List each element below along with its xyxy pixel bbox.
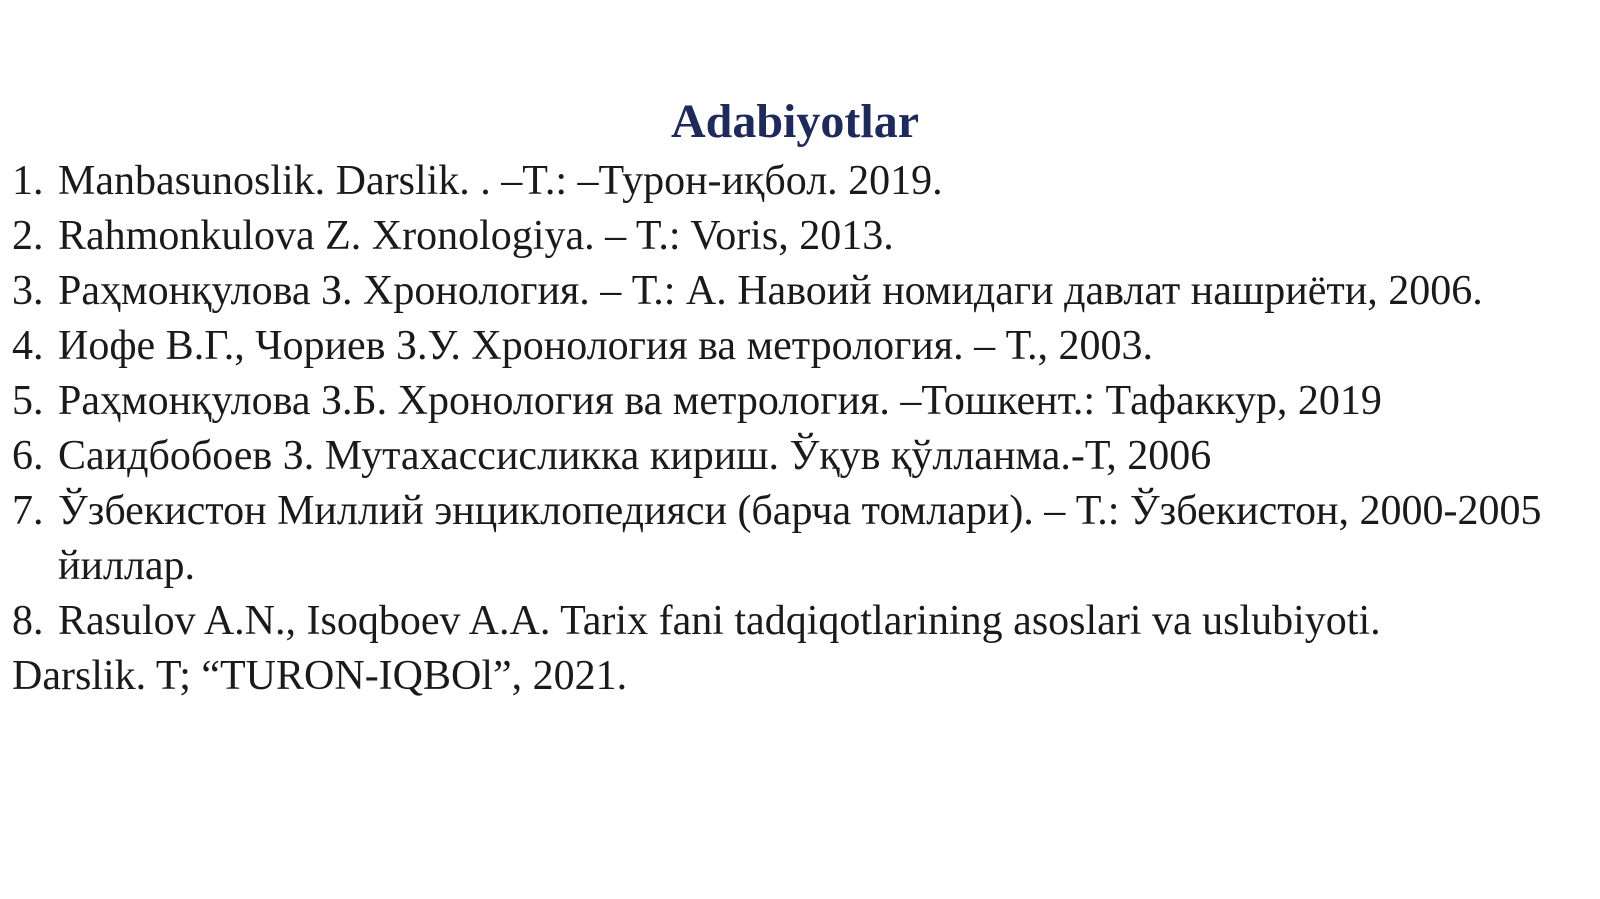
list-item-text: Ўзбекистон Миллий энциклопедияси (барча томлари). – Т.: Ўзбекистон, 2000-2005 йиллар.: [58, 488, 1542, 589]
list-item: [12, 209, 1582, 264]
list-item: [12, 264, 1582, 319]
list-item-text: Раҳмонқулова З. Хронология. – Т.: А. Навоий номидаги давлат нашриёти, 2006.: [58, 268, 1483, 314]
list-item-number: 2.: [12, 213, 44, 259]
list-item: [12, 319, 1582, 374]
list-item-number: 1.: [12, 158, 44, 204]
list-item-tail-text: Darslik. T; “TURON-IQBOl”, 2021.: [12, 653, 628, 699]
list-item-number: 7.: [12, 488, 44, 534]
list-item-text: Иофе В.Г., Чориев З.У. Хронология ва метрология. – Т., 2003.: [58, 323, 1154, 369]
list-item-number: 4.: [12, 323, 44, 369]
list-item: [12, 429, 1582, 484]
list-item: [12, 484, 1582, 594]
list-item-text: Раҳмонқулова З.Б. Хронология ва метрология. –Тошкент.: Тафаккур, 2019: [58, 378, 1382, 424]
reference-list: [12, 154, 1582, 704]
list-item-text: Rahmonkulova Z. Xronologiya. – T.: Voris, 2013.: [58, 213, 894, 259]
list-item: [12, 154, 1582, 209]
list-item-number: 8.: [12, 598, 44, 644]
list-item-text: Rasulov A.N., Isoqboev A.A. Tarix fani tadqiqotlarining asoslari va uslubiyoti.: [58, 598, 1381, 644]
list-item-continuation: [12, 649, 1582, 704]
list-item: [12, 594, 1582, 649]
list-item-text: Manbasunoslik. Darslik. . –T.: –Турон-иқбол. 2019.: [58, 158, 943, 204]
list-item-number: 5.: [12, 378, 44, 424]
list-item: [12, 374, 1582, 429]
list-item-number: 6.: [12, 433, 44, 479]
list-item-text: Саидбобоев З. Мутахассисликка кириш. Ўқув қўлланма.-Т, 2006: [58, 433, 1212, 479]
list-item-number: 3.: [12, 268, 44, 314]
page-title: Adabiyotlar: [670, 95, 919, 148]
